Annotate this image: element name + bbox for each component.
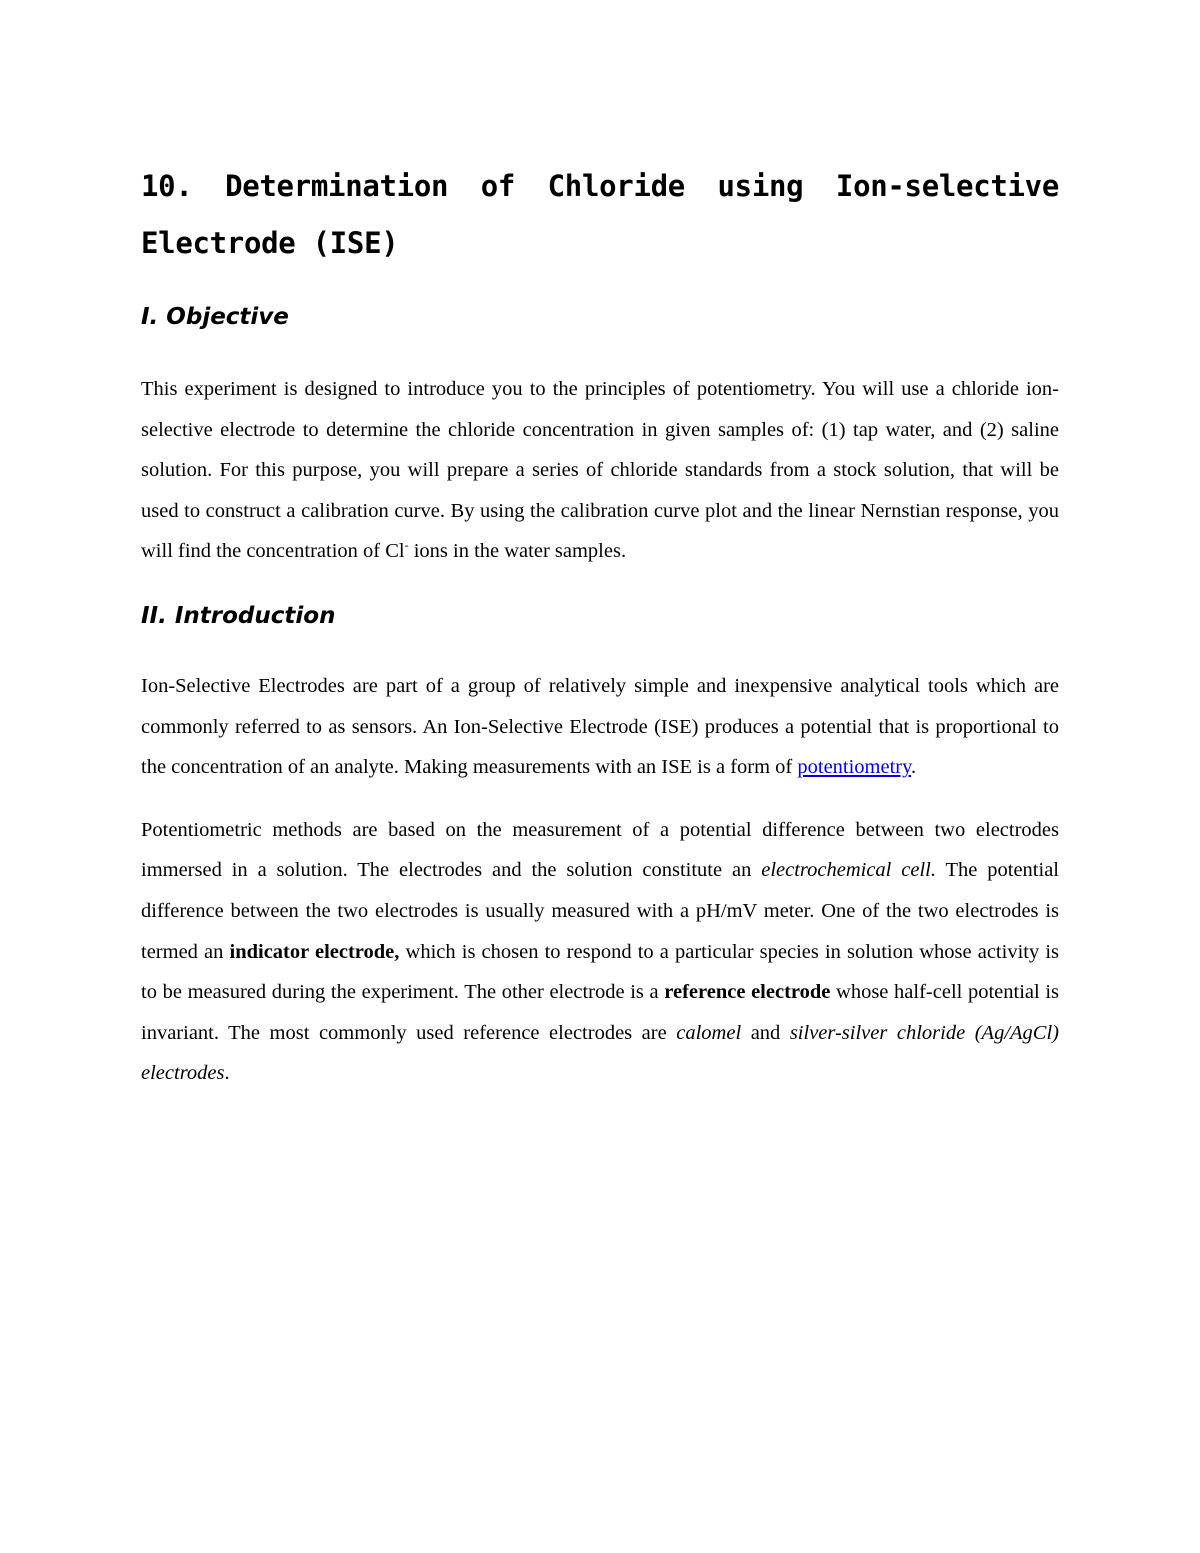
intro-text-end: . bbox=[911, 756, 917, 779]
introduction-paragraph-1 bbox=[141, 666, 1059, 788]
p3-text-d: whose half-cell potential is invariant. The most commonly used reference electrodes are bbox=[141, 981, 1060, 1044]
introduction-heading: II. Introduction bbox=[141, 602, 336, 629]
objective-heading: I. Objective bbox=[141, 304, 289, 330]
silver-chloride-electrodes-term: silver-silver chloride (Ag/AgCl) electrodes bbox=[141, 1021, 1059, 1085]
p3-text-b: The potential difference between the two electrodes is usually measured with a pH/mV meter. One of the two electrodes is termed an bbox=[141, 859, 1059, 963]
calomel-term: calomel bbox=[676, 1021, 742, 1044]
intro-text: Ion-Selective Electrodes are part of a group of relatively simple and inexpensive analytical tools which are commonly referred to as sensors. An Ion-Selective Electrode (ISE) produces a potential that is proportional to the concentration of an analyte. Making measurements with an ISE is a form of bbox=[141, 674, 1059, 779]
p3-text-f: . bbox=[224, 1062, 230, 1085]
p3-text-e: and bbox=[741, 1021, 790, 1044]
objective-paragraph bbox=[141, 369, 1059, 572]
p3-text-c: which is chosen to respond to a particular species in solution whose activity is to be measured during the experiment. The other electrode is a bbox=[141, 940, 1060, 1004]
p3-text-a: Potentiometric methods are based on the measurement of a potential difference between two electrodes immersed in a solution. The electrodes and the solution constitute an bbox=[141, 818, 1059, 882]
potentiometry-link[interactable]: potentiometry bbox=[797, 756, 912, 779]
objective-text: This experiment is designed to introduce you to the principles of potentiometry. You will use a chloride ion-selective electrode to determine the chloride concentration in given samples of: (1) tap water, and (2) saline solution. For this purpose, you will prepare a series of chloride standards from a stock solution, that will be used to construct a calibration curve. By using the calibration curve plot and the linear Nernstian response, you will find the concentration of Cl bbox=[141, 378, 1059, 563]
indicator-electrode-term: indicator electrode, bbox=[229, 940, 400, 963]
document-title: 10. Determination of Chloride using Ion-selective Electrode (ISE) bbox=[141, 169, 1059, 260]
chloride-charge-superscript: - bbox=[404, 538, 409, 553]
electrochemical-cell-term: electrochemical cell. bbox=[761, 859, 936, 882]
introduction-paragraph-2 bbox=[141, 810, 1059, 1094]
objective-text-end: ions in the water samples. bbox=[408, 540, 627, 563]
document-page bbox=[141, 158, 1059, 1094]
reference-electrode-term: reference electrode bbox=[664, 981, 831, 1004]
